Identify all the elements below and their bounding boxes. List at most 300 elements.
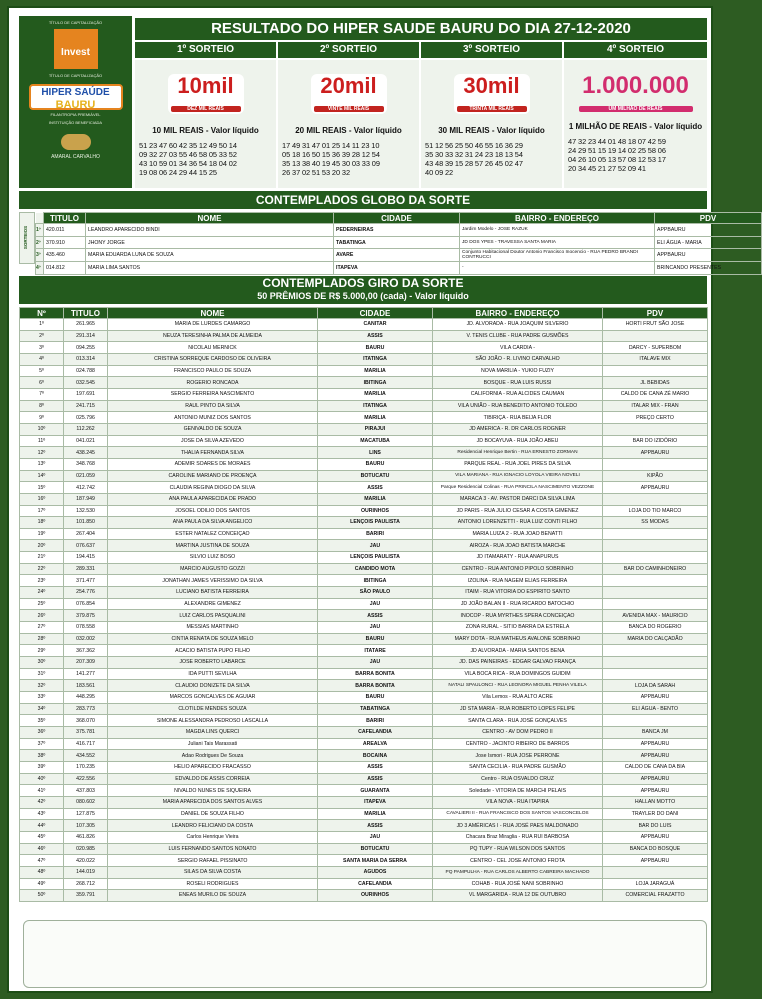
prize-value: 10 MIL REAIS - Valor líquido bbox=[152, 126, 259, 135]
col-cidade: CIDADE bbox=[334, 213, 460, 224]
giro-row bbox=[20, 598, 708, 610]
bairro-cell: AIROZA - RUA JOAO BATISTA MARCHE bbox=[433, 540, 603, 552]
row-number: 40º bbox=[20, 773, 64, 785]
titulo-cell: 254.776 bbox=[64, 587, 108, 599]
row-number: 22º bbox=[20, 563, 64, 575]
nome-cell: IDA PUTTI SEVILHA bbox=[108, 668, 318, 680]
nome-cell: ANTONIO MUNIZ DOS SANTOS bbox=[108, 412, 318, 424]
cidade-cell: IBITINGA bbox=[318, 377, 433, 389]
row-number: 2º bbox=[20, 330, 64, 342]
row-number: 31º bbox=[20, 668, 64, 680]
giro-row bbox=[20, 552, 708, 564]
giro-table bbox=[19, 307, 708, 902]
giro-row bbox=[20, 738, 708, 750]
titulo-cell: 289.331 bbox=[64, 563, 108, 575]
pdv-cell: BANCA DO ROGERIO bbox=[603, 622, 708, 634]
pdv-cell bbox=[603, 587, 708, 599]
pdv-cell bbox=[603, 715, 708, 727]
nome-cell: CINTIA RENATA DE SOUZA MELO bbox=[108, 633, 318, 645]
titulo-cell: 078.558 bbox=[64, 622, 108, 634]
nome-cell: SIMONE ALESSANDRA PEDROSO LASCALLA bbox=[108, 715, 318, 727]
cidade-cell: BARRA BONITA bbox=[318, 680, 433, 692]
row-number: 4º bbox=[20, 353, 64, 365]
titulo-cell: 194.415 bbox=[64, 552, 108, 564]
cidade-cell: JAU bbox=[318, 540, 433, 552]
prize-value: 1 MILHÃO DE REAIS - Valor líquido bbox=[568, 122, 703, 131]
pdv-cell: APPBAURU bbox=[603, 447, 708, 459]
row-number: 19º bbox=[20, 528, 64, 540]
cidade-cell: ASSIS bbox=[318, 820, 433, 832]
sorteio-2-header: 2º SORTEIO bbox=[278, 42, 419, 58]
nome-cell: FRANCISCO PAULO DE SOUZA bbox=[108, 365, 318, 377]
cidade-cell: BOTUCATU bbox=[318, 470, 433, 482]
row-number: 49º bbox=[20, 878, 64, 890]
bairro-cell: CAVALIERI II - RUA FRANCISCO DOS SANTOS VASCONCELOS bbox=[433, 808, 603, 820]
badge-ribbon: TRINTA MIL REAIS bbox=[457, 106, 527, 112]
pdv-cell bbox=[603, 540, 708, 552]
row-number: 50º bbox=[20, 890, 64, 902]
bairro-cell: Vila Lemos - RUA ALTO ACRE bbox=[433, 692, 603, 704]
titulo-cell: 094.255 bbox=[64, 342, 108, 354]
cidade-cell: BARRA BONITA bbox=[318, 668, 433, 680]
bairro-cell: SANTA CLARA - RUA JOSÉ GONÇALVES bbox=[433, 715, 603, 727]
titulo-cell: 422.556 bbox=[64, 773, 108, 785]
cidade-cell: BAURU bbox=[318, 458, 433, 470]
bairro-cell: CENTRO - RUA ANTONIO PIPOLO SOBRINHO bbox=[433, 563, 603, 575]
bairro-cell: MARIA LUIZA 2 - RUA JOAO BENATTI bbox=[433, 528, 603, 540]
titulo-cell: 416.717 bbox=[64, 738, 108, 750]
bairro-cell: ZONA RURAL - SITIO BARRA DA ESTRELA bbox=[433, 622, 603, 634]
giro-row bbox=[20, 458, 708, 470]
cidade-cell: ASSIS bbox=[318, 761, 433, 773]
row-number: 13º bbox=[20, 458, 64, 470]
row-number: 36º bbox=[20, 726, 64, 738]
giro-row bbox=[20, 645, 708, 657]
bairro-cell: ANTONIO LORENZETTI - RUA LUIZ CONTI FILHO bbox=[433, 517, 603, 529]
cidade-cell: LENÇOIS PAULISTA bbox=[318, 552, 433, 564]
numbers-line: 20 34 45 21 27 52 09 41 bbox=[568, 164, 647, 173]
pdv-cell bbox=[603, 365, 708, 377]
nome-cell: MARIA DE LURDES CAMARGO bbox=[108, 319, 318, 331]
titulo-cell: 371.477 bbox=[64, 575, 108, 587]
titulo-cell: 020.985 bbox=[64, 843, 108, 855]
bairro-cell: JD. DAS PAINEIRAS - EDGAR GALVAO FRANÇA bbox=[433, 657, 603, 669]
bauru-text: BAURU bbox=[55, 99, 96, 111]
nome-cell: MARTINA JUSTINA DE SOUZA bbox=[108, 540, 318, 552]
pdv-cell: BAR DO IZIDÓRIO bbox=[603, 435, 708, 447]
col-numero: Nº bbox=[20, 308, 64, 319]
nome-cell: CLAUDIA REGINA DIOGO DA SILVA bbox=[108, 482, 318, 494]
nome-cell: ESTER NATALEZ CONCEIÇAO bbox=[108, 528, 318, 540]
cidade-cell: ASSIS bbox=[318, 330, 433, 342]
row-number: 29º bbox=[20, 645, 64, 657]
row-number: 43º bbox=[20, 808, 64, 820]
nome-cell: Juliani Tais Marassati bbox=[108, 738, 318, 750]
page-title: RESULTADO DO HIPER SAUDE BAURU DO DIA 27-12-2020 bbox=[135, 18, 707, 40]
giro-row bbox=[20, 890, 708, 902]
bairro-cell: COHAB - RUA JOSÉ NANI SOBRINHO bbox=[433, 878, 603, 890]
row-number: 6º bbox=[20, 377, 64, 389]
pdv-cell: APPBAURU bbox=[603, 482, 708, 494]
bairro-cell: TIBIRIÇA - RUA BEIJA FLOR bbox=[433, 412, 603, 424]
bairro-cell: Parque Residencial Colinas - RUA PRINCILA NASCIMENTO VEZZONE bbox=[433, 482, 603, 494]
nome-cell: SILVIO LUIZ BOSO bbox=[108, 552, 318, 564]
titulo-cell: 283.773 bbox=[64, 703, 108, 715]
titulo-cell: 370.910 bbox=[44, 236, 86, 249]
giro-row bbox=[20, 447, 708, 459]
pdv-cell: CALDO DE CANA DA BIA bbox=[603, 761, 708, 773]
giro-row bbox=[20, 575, 708, 587]
badge-ribbon: DEZ MIL REAIS bbox=[171, 106, 241, 112]
badge-ribbon: VINTE MIL REAIS bbox=[314, 106, 384, 112]
col-cidade: CIDADE bbox=[318, 308, 433, 319]
row-number: 30º bbox=[20, 657, 64, 669]
pdv-cell: HORTI FRUT SÃO JOSE bbox=[603, 319, 708, 331]
pdv-cell: APPBAURU bbox=[603, 692, 708, 704]
giro-row bbox=[20, 761, 708, 773]
row-number: 46º bbox=[20, 843, 64, 855]
nome-cell: NICOLAU MERNICK bbox=[108, 342, 318, 354]
titulo-cell: 041.021 bbox=[64, 435, 108, 447]
row-number: 5º bbox=[20, 365, 64, 377]
row-number: 27º bbox=[20, 622, 64, 634]
titulo-cell: 014.812 bbox=[44, 262, 86, 275]
sorteio-3-header: 3º SORTEIO bbox=[421, 42, 562, 58]
globo-row bbox=[36, 236, 762, 249]
giro-row bbox=[20, 540, 708, 552]
cidade-cell: AVARE bbox=[334, 249, 460, 262]
sorteio-4-header: 4º SORTEIO bbox=[564, 42, 707, 58]
pdv-cell: APPBAURU bbox=[603, 750, 708, 762]
giro-row bbox=[20, 517, 708, 529]
cidade-cell: PEDERNEIRAS bbox=[334, 224, 460, 237]
bairro-cell: CENTRO - AV DOM PEDRO II bbox=[433, 726, 603, 738]
pdv-cell bbox=[603, 552, 708, 564]
nome-cell: MARCIO AUGUSTO GOZZI bbox=[108, 563, 318, 575]
bairro-cell: BOSQUE - RUA LUIS RUSSI bbox=[433, 377, 603, 389]
titulo-cell: 435.460 bbox=[44, 249, 86, 262]
pdv-cell: BRINCANDO PRESENTES bbox=[655, 262, 762, 275]
giro-row bbox=[20, 703, 708, 715]
cidade-cell: ITATINGA bbox=[318, 400, 433, 412]
nome-cell: LEANDRO FELICIANO DA COSTA bbox=[108, 820, 318, 832]
row-number: 28º bbox=[20, 633, 64, 645]
col-titulo: TITULO bbox=[44, 213, 86, 224]
numbers-line: 19 08 06 24 29 44 15 25 bbox=[139, 168, 218, 177]
row-number: 7º bbox=[20, 388, 64, 400]
cidade-cell: LENÇOIS PAULISTA bbox=[318, 517, 433, 529]
row-number: 34º bbox=[20, 703, 64, 715]
nome-cell: NIVALDO NUNES DE SIQUEIRA bbox=[108, 785, 318, 797]
pdv-cell: COMERCIAL FRAZATTO bbox=[603, 890, 708, 902]
titulo-cell: 261.965 bbox=[64, 319, 108, 331]
result-sheet bbox=[7, 6, 721, 993]
nome-cell: GENIVALDO DE SOUZA bbox=[108, 423, 318, 435]
titulo-cell: 032.002 bbox=[64, 633, 108, 645]
cidade-cell: OURINHOS bbox=[318, 890, 433, 902]
titulo-cell: 013.314 bbox=[64, 353, 108, 365]
badge-amount: 10mil bbox=[177, 73, 234, 98]
nome-cell: Adao Rodrigues De Souza bbox=[108, 750, 318, 762]
logo-cap-text: TÍTULO DE CAPITALIZAÇÃO bbox=[48, 73, 103, 78]
row-number: 37º bbox=[20, 738, 64, 750]
bairro-cell: PARQUE REAL - RUA JOEL PIRES DA SILVA bbox=[433, 458, 603, 470]
nome-cell: CLOTILDE MENDES SOUZA bbox=[108, 703, 318, 715]
nome-cell: NEUZA TERESINHA PALMA DE ALMEIDA bbox=[108, 330, 318, 342]
giro-section-title bbox=[19, 276, 707, 304]
logo-top-text: TÍTULO DE CAPITALIZAÇÃO bbox=[48, 20, 103, 25]
titulo-cell: 080.602 bbox=[64, 796, 108, 808]
giro-row bbox=[20, 680, 708, 692]
row-number: 24º bbox=[20, 587, 64, 599]
bairro-cell: Centro - RUA OSVALDO CRUZ bbox=[433, 773, 603, 785]
giro-row bbox=[20, 493, 708, 505]
cidade-cell: PIRAJUI bbox=[318, 423, 433, 435]
titulo-cell: 420.011 bbox=[44, 224, 86, 237]
cidade-cell: ASSIS bbox=[318, 610, 433, 622]
titulo-cell: 434.552 bbox=[64, 750, 108, 762]
prize-badge-20mil bbox=[311, 74, 387, 114]
drawn-numbers bbox=[278, 135, 419, 177]
badge-amount: 20mil bbox=[320, 73, 377, 98]
titulo-cell: 132.530 bbox=[64, 505, 108, 517]
nome-cell: MARIA EDUARDA LUNA DE SOUZA bbox=[86, 249, 334, 262]
pdv-cell: APPBAURU bbox=[603, 855, 708, 867]
nome-cell: ROGERIO RONCADA bbox=[108, 377, 318, 389]
brand-logo-panel bbox=[19, 16, 132, 188]
bairro-cell: MARY DOTA - RUA MATHEUS AVALONE SOBRINHO bbox=[433, 633, 603, 645]
titulo-cell: 448.295 bbox=[64, 692, 108, 704]
giro-subtitle: 50 PRÊMIOS DE R$ 5.000,00 (cada) - Valor líquido bbox=[257, 291, 469, 301]
pdv-cell: ITALAVE MIX bbox=[603, 353, 708, 365]
row-number: 15º bbox=[20, 482, 64, 494]
hiper-text: HIPER SAÚDE bbox=[41, 87, 110, 98]
nome-cell: JOSE DA SILVA AZEVEDO bbox=[108, 435, 318, 447]
row-number: 20º bbox=[20, 540, 64, 552]
cidade-cell: MARILIA bbox=[318, 365, 433, 377]
pdv-cell: SS MODAS bbox=[603, 517, 708, 529]
nome-cell: ANA PAULA DA SILVA ANGELICO bbox=[108, 517, 318, 529]
draw-number: 1º bbox=[36, 224, 44, 237]
sorteio-1-column bbox=[135, 60, 276, 188]
col-bairro: BAIRRO - ENDEREÇO bbox=[433, 308, 603, 319]
bairro-cell: VILA BOCA RICA - RUA DOMINGOS GUIDIM bbox=[433, 668, 603, 680]
bairro-cell: MARACA 3 - AV. PASTOR DARCI DA SILVA LIMA bbox=[433, 493, 603, 505]
giro-row bbox=[20, 808, 708, 820]
titulo-cell: 368.070 bbox=[64, 715, 108, 727]
row-number: 9º bbox=[20, 412, 64, 424]
numbers-line: 26 37 02 51 53 20 32 bbox=[282, 168, 351, 177]
bairro-cell: JD. ALVORADA - RUA JOAQUIM SILVERIO bbox=[433, 319, 603, 331]
nome-cell: HELIO APARECIDO FRACASSO bbox=[108, 761, 318, 773]
row-number: 26º bbox=[20, 610, 64, 622]
cidade-cell: AREALVA bbox=[318, 738, 433, 750]
giro-row bbox=[20, 377, 708, 389]
nome-cell: SILAS DA SILVA COSTA bbox=[108, 866, 318, 878]
bairro-cell: Conjunto Habitacional Doutor Antonio Francisco Inocencio - RUA PEDRO BRANDI CONTRUCCI bbox=[460, 249, 655, 262]
drawn-numbers bbox=[421, 135, 562, 177]
giro-row bbox=[20, 470, 708, 482]
titulo-cell: 461.826 bbox=[64, 831, 108, 843]
footer-blank-box bbox=[23, 920, 707, 988]
giro-row bbox=[20, 365, 708, 377]
prize-badge-1-milhao bbox=[576, 74, 696, 114]
titulo-cell: 197.691 bbox=[64, 388, 108, 400]
bairro-cell: JD DOS YPES - TRAVESSA SANTA MARIA bbox=[460, 236, 655, 249]
giro-row bbox=[20, 528, 708, 540]
cidade-cell: ITATARE bbox=[318, 645, 433, 657]
giro-row bbox=[20, 319, 708, 331]
globo-section-title: CONTEMPLADOS GLOBO DA SORTE bbox=[19, 191, 707, 209]
titulo-cell: 076.854 bbox=[64, 598, 108, 610]
nome-cell: ENEAS MURILO DE SOUZA bbox=[108, 890, 318, 902]
pdv-cell bbox=[603, 575, 708, 587]
nome-cell: MESSIAS MARTINHO bbox=[108, 622, 318, 634]
nome-cell: CRISTINA SORREQUE CARDOSO DE OLIVEIRA bbox=[108, 353, 318, 365]
pdv-cell bbox=[603, 668, 708, 680]
nome-cell: Carlos Henrique Vieira bbox=[108, 831, 318, 843]
bairro-cell: Jardim Modelo - JOSE RAZUK bbox=[460, 224, 655, 237]
numbers-line: 51 12 56 25 50 46 55 16 36 29 bbox=[425, 141, 523, 150]
giro-row bbox=[20, 796, 708, 808]
pdv-cell: CALDO DE CANA ZÉ MARIO bbox=[603, 388, 708, 400]
giro-row bbox=[20, 726, 708, 738]
giro-row bbox=[20, 878, 708, 890]
pdv-cell: APPBAURU bbox=[603, 738, 708, 750]
nome-cell: LUCIANO BATISTA FERREIRA bbox=[108, 587, 318, 599]
giro-row bbox=[20, 342, 708, 354]
pdv-cell bbox=[603, 493, 708, 505]
titulo-cell: 021.059 bbox=[64, 470, 108, 482]
cidade-cell: TABATINGA bbox=[318, 703, 433, 715]
col-pdv: PDV bbox=[655, 213, 762, 224]
bairro-cell: PQ TUPY - RUA WILSON DOS SANTOS bbox=[433, 843, 603, 855]
hiper-saude-logo bbox=[29, 84, 123, 110]
numbers-line: 51 23 47 60 42 35 12 49 50 14 bbox=[139, 141, 237, 150]
bairro-cell: VILA UNIÃO - RUA BENEDITO ANTONIO TOLEDO bbox=[433, 400, 603, 412]
nome-cell: JOSE ROBERTO LABARCE bbox=[108, 657, 318, 669]
giro-row bbox=[20, 866, 708, 878]
giro-row bbox=[20, 855, 708, 867]
nome-cell: EDVALDO DE ASSIS CORREIA bbox=[108, 773, 318, 785]
pdv-cell: APPBAURU bbox=[603, 773, 708, 785]
titulo-cell: 367.362 bbox=[64, 645, 108, 657]
cidade-cell: MACATUBA bbox=[318, 435, 433, 447]
cidade-cell: BAURU bbox=[318, 342, 433, 354]
pdv-cell: LOJA DO TIO MARCO bbox=[603, 505, 708, 517]
nome-cell: MAGDA LINS QUERCI bbox=[108, 726, 318, 738]
draw-number: 4º bbox=[36, 262, 44, 275]
globo-table bbox=[35, 212, 762, 275]
cidade-cell: ITAPEVA bbox=[334, 262, 460, 275]
pdv-cell: HALLAN MOTTO bbox=[603, 796, 708, 808]
pdv-cell: PREÇO CERTO bbox=[603, 412, 708, 424]
cidade-cell: CANDIDO MOTA bbox=[318, 563, 433, 575]
globo-header-row bbox=[36, 213, 762, 224]
pdv-cell bbox=[603, 528, 708, 540]
invest-logo: Invest bbox=[54, 29, 98, 69]
coat-of-arms-icon bbox=[61, 134, 91, 150]
titulo-cell: 025.796 bbox=[64, 412, 108, 424]
bairro-cell: Chacara Braz Miraglia - RUA RUI BARBOSA bbox=[433, 831, 603, 843]
giro-row bbox=[20, 668, 708, 680]
row-number: 21º bbox=[20, 552, 64, 564]
col-bairro: BAIRRO - ENDEREÇO bbox=[460, 213, 655, 224]
cidade-cell: MARILIA bbox=[318, 493, 433, 505]
nome-cell: ACACIO BATISTA PUPO FILHO bbox=[108, 645, 318, 657]
row-number: 18º bbox=[20, 517, 64, 529]
bairro-cell: Residencial Henrique Bertin - RUA ERNESTO ZORMAN bbox=[433, 447, 603, 459]
amaral-text: AMARAL CARVALHO bbox=[51, 154, 100, 160]
cidade-cell: BARIRI bbox=[318, 715, 433, 727]
bairro-cell: JD PARIS - RUA JULIO CESAR A COSTA GIMENEZ bbox=[433, 505, 603, 517]
titulo-cell: 241.715 bbox=[64, 400, 108, 412]
titulo-cell: 379.875 bbox=[64, 610, 108, 622]
pdv-cell: JL BEBIDAS bbox=[603, 377, 708, 389]
bairro-cell: JD ITAMARATY - RUA ANAPURUS bbox=[433, 552, 603, 564]
bairro-cell: IZOLINA - RUA NAGEM ELIAS FERREIRA bbox=[433, 575, 603, 587]
numbers-line: 04 26 10 05 13 57 08 12 53 17 bbox=[568, 155, 666, 164]
cidade-cell: JAU bbox=[318, 598, 433, 610]
titulo-cell: 375.781 bbox=[64, 726, 108, 738]
titulo-cell: 170.235 bbox=[64, 761, 108, 773]
drawn-numbers bbox=[135, 135, 276, 177]
cidade-cell: CAFELANDIA bbox=[318, 878, 433, 890]
cidade-cell: SÃO PAULO bbox=[318, 587, 433, 599]
sorteios-side-label bbox=[19, 212, 35, 264]
row-number: 17º bbox=[20, 505, 64, 517]
numbers-line: 40 09 22 bbox=[425, 168, 454, 177]
numbers-line: 17 49 31 47 01 25 14 11 23 10 bbox=[282, 141, 380, 150]
row-number: 12º bbox=[20, 447, 64, 459]
giro-row bbox=[20, 353, 708, 365]
bairro-cell: CENTRO - JACINTO RIBEIRO DE BARROS bbox=[433, 738, 603, 750]
nome-cell: JHONY JORGE bbox=[86, 236, 334, 249]
cidade-cell: BARIRI bbox=[318, 528, 433, 540]
titulo-cell: 412.742 bbox=[64, 482, 108, 494]
bairro-cell: PQ PAMPULHA - RUA CARLOS ALBERTO CABREIRA MACHADO bbox=[433, 866, 603, 878]
col-nome: NOME bbox=[86, 213, 334, 224]
bairro-cell: JD STA MARIA - RUA ROBERTO LOPES FELIPE bbox=[433, 703, 603, 715]
sorteio-2-column bbox=[278, 60, 419, 188]
cidade-cell: TABATINGA bbox=[334, 236, 460, 249]
row-number: 8º bbox=[20, 400, 64, 412]
nome-cell: SERGIO RAFAEL PISSINATO bbox=[108, 855, 318, 867]
bairro-cell: JD AMERICA - R. DR CARLOS ROGNER bbox=[433, 423, 603, 435]
badge-amount: 1.000.000 bbox=[582, 72, 689, 99]
titulo-cell: 187.949 bbox=[64, 493, 108, 505]
globo-row bbox=[36, 249, 762, 262]
bairro-cell: JD 3 AMÉRICAS I - RUA JOSÉ PAES MALDONADO bbox=[433, 820, 603, 832]
bairro-cell: VILA NOVA - RUA ITAPIRA bbox=[433, 796, 603, 808]
row-number: 35º bbox=[20, 715, 64, 727]
numbers-line: 43 10 59 01 34 36 54 18 04 02 bbox=[139, 159, 237, 168]
pdv-cell: BANCA JM bbox=[603, 726, 708, 738]
bairro-cell: ITAIM - RUA VITORIA DO ESPIRITO SANTO bbox=[433, 587, 603, 599]
row-number: 38º bbox=[20, 750, 64, 762]
pdv-cell: BAR DO LUIS bbox=[603, 820, 708, 832]
sorteio-4-column bbox=[564, 60, 707, 188]
drawn-numbers bbox=[564, 131, 707, 173]
nome-cell: SERGIO FERREIRA NASCIMENTO bbox=[108, 388, 318, 400]
draw-number: 3º bbox=[36, 249, 44, 262]
giro-row bbox=[20, 400, 708, 412]
cidade-cell: CANITAR bbox=[318, 319, 433, 331]
cidade-cell: ASSIS bbox=[318, 482, 433, 494]
giro-row bbox=[20, 633, 708, 645]
giro-row bbox=[20, 435, 708, 447]
giro-title: CONTEMPLADOS GIRO DA SORTE bbox=[262, 276, 464, 290]
